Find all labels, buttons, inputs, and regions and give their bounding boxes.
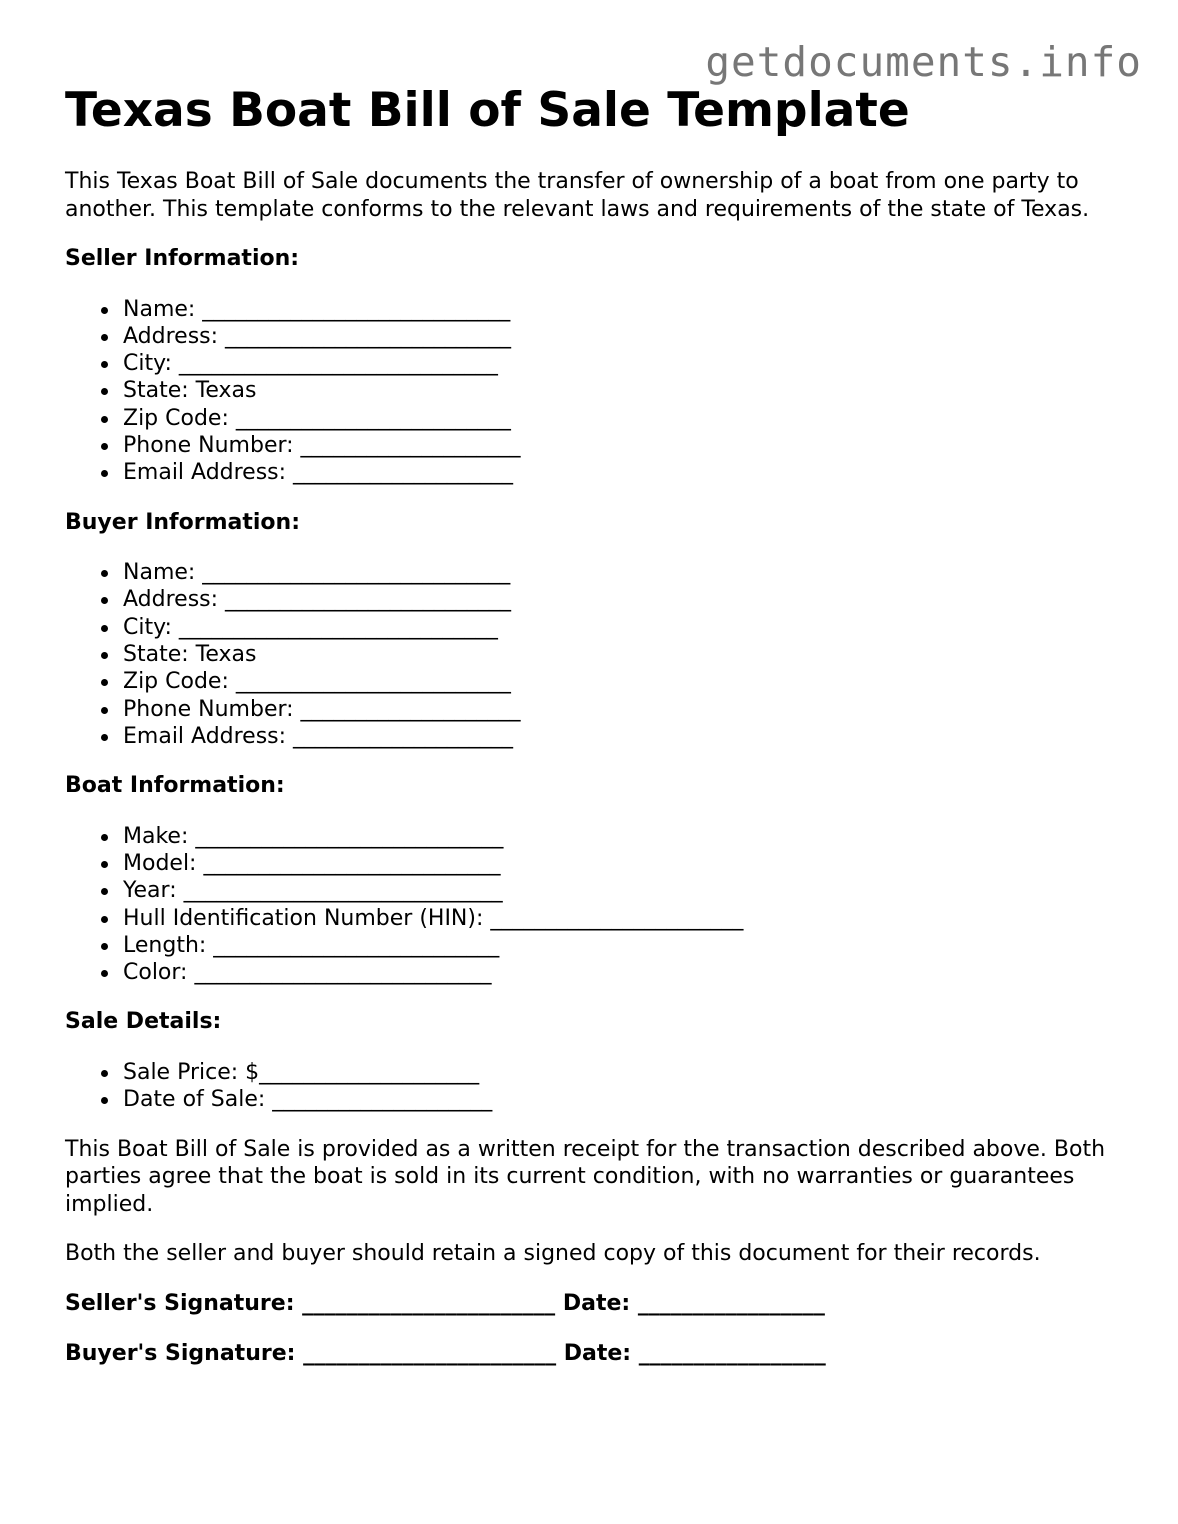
- list-item: City: _____________________________: [123, 614, 1125, 641]
- sale-heading: Sale Details:: [65, 1009, 222, 1035]
- boat-list: [65, 823, 1125, 987]
- seller-date-label: Date:: [562, 1290, 631, 1316]
- list-item: Length: __________________________: [123, 932, 1125, 959]
- list-item: Name: ____________________________: [123, 559, 1125, 586]
- list-item: Phone Number: ____________________: [123, 696, 1125, 723]
- buyer-heading: Buyer Information:: [65, 509, 300, 535]
- list-item: Email Address: ____________________: [123, 459, 1125, 486]
- list-item: State: Texas: [123, 641, 1125, 668]
- list-item: Hull Identification Number (HIN): _______________________: [123, 905, 1125, 932]
- list-item: Sale Price: $____________________: [123, 1059, 1125, 1086]
- list-item: Email Address: ____________________: [123, 723, 1125, 750]
- buyer-date-field: _________________: [638, 1341, 826, 1367]
- buyer-signature-label: Buyer's Signature:: [65, 1341, 296, 1367]
- seller-signature-field: _______________________: [302, 1290, 556, 1316]
- list-item: Address: __________________________: [123, 323, 1125, 350]
- buyer-signature-field: _______________________: [303, 1341, 557, 1367]
- boat-heading: Boat Information:: [65, 773, 285, 799]
- list-item: Year: _____________________________: [123, 877, 1125, 904]
- document-page: [65, 82, 1125, 1391]
- list-item: Name: ____________________________: [123, 296, 1125, 323]
- list-item: Address: __________________________: [123, 586, 1125, 613]
- seller-date-field: _________________: [637, 1290, 825, 1316]
- list-item: Color: ___________________________: [123, 959, 1125, 986]
- list-item: City: _____________________________: [123, 350, 1125, 377]
- list-item: State: Texas: [123, 377, 1125, 404]
- list-item: Make: ____________________________: [123, 823, 1125, 850]
- closing-paragraph: This Boat Bill of Sale is provided as a written receipt for the transaction described above. Both parties agree that the boat is sold in its current condition, with no warranties or guarantees implied.: [65, 1136, 1106, 1217]
- page-title: Texas Boat Bill of Sale Template: [65, 83, 910, 138]
- retain-copy-paragraph: Both the seller and buyer should retain a signed copy of this document for their records.: [65, 1241, 1041, 1267]
- list-item: Phone Number: ____________________: [123, 432, 1125, 459]
- seller-signature-line: [65, 1290, 1125, 1318]
- buyer-list: [65, 559, 1125, 750]
- seller-signature-label: Seller's Signature:: [65, 1290, 295, 1316]
- buyer-signature-line: [65, 1340, 1125, 1368]
- list-item: Zip Code: _________________________: [123, 668, 1125, 695]
- list-item: Model: ___________________________: [123, 850, 1125, 877]
- sale-list: [65, 1059, 1125, 1114]
- list-item: Date of Sale: ____________________: [123, 1086, 1125, 1113]
- seller-list: [65, 296, 1125, 487]
- watermark: getdocuments.info: [705, 38, 1142, 86]
- intro-paragraph: This Texas Boat Bill of Sale documents the transfer of ownership of a boat from one party to another. This template conforms to the relevant laws and requirements of the state of Texas.: [65, 169, 1090, 222]
- buyer-date-label: Date:: [563, 1341, 632, 1367]
- seller-heading: Seller Information:: [65, 246, 300, 271]
- list-item: Zip Code: _________________________: [123, 405, 1125, 432]
